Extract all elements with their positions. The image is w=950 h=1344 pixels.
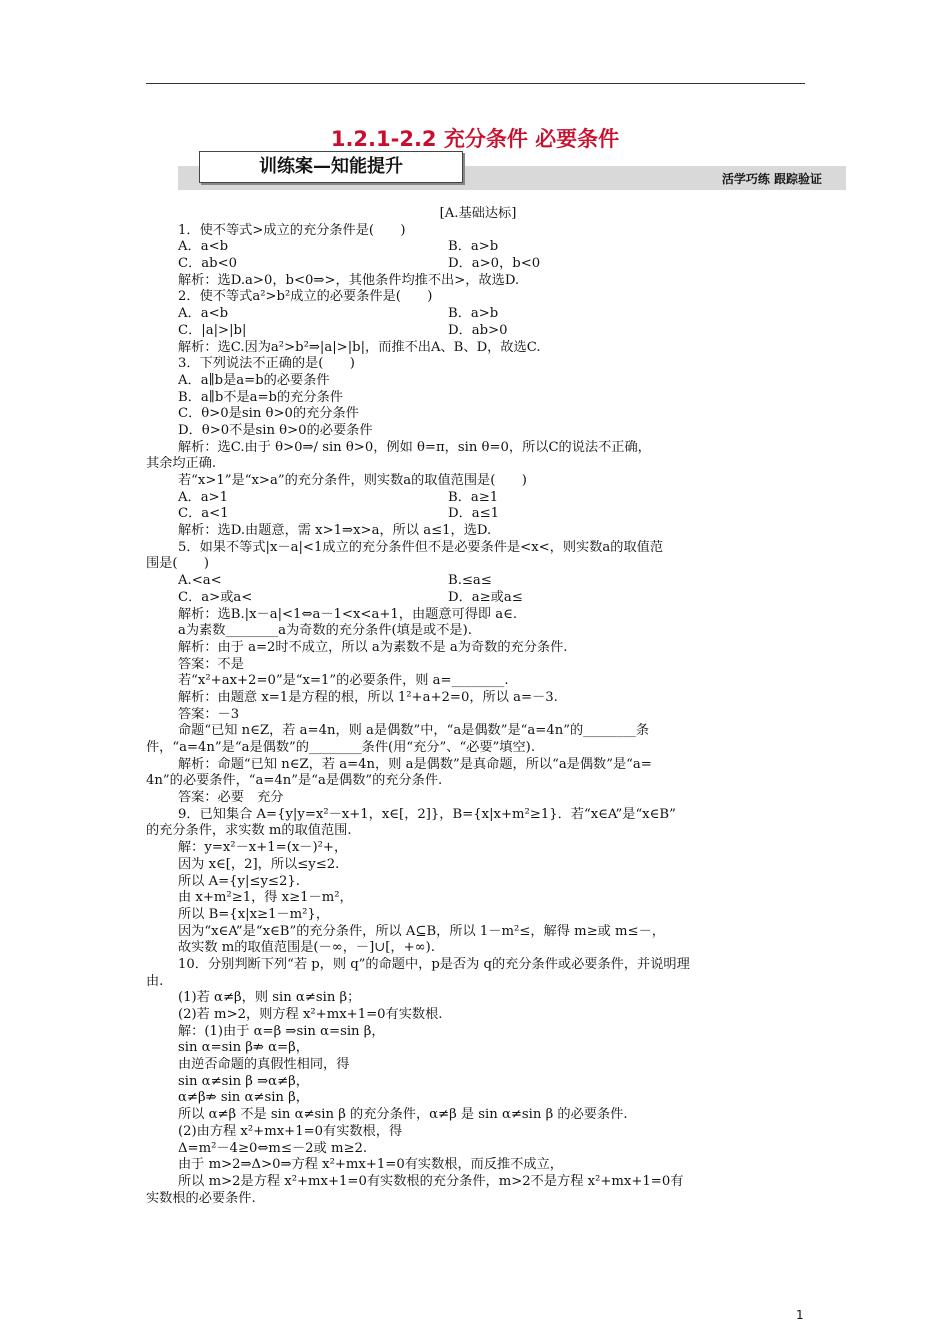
text-line (146, 223, 810, 240)
text-line (146, 256, 810, 273)
text-line (146, 440, 810, 457)
text-line (146, 974, 810, 991)
line-text: 若“x²+ax+2=0”是“x=1”的必要条件，则 a=________. (178, 673, 509, 689)
text-line (146, 773, 810, 790)
text-line (146, 807, 810, 824)
text-line (146, 790, 810, 807)
text-line (146, 723, 810, 740)
header-rule (146, 83, 805, 84)
text-line (146, 673, 810, 690)
line-text: 所以 α≠β 不是 sin α≠sin β 的充分条件，α≠β 是 sin α≠sin β 的必要条件. (178, 1107, 628, 1123)
line-text: B．a∥b不是a=b的充分条件 (178, 389, 343, 405)
line-text: A．a∥b是a=b的必要条件 (178, 372, 330, 388)
line-text: 解析：选D.由题意，需 x>1⇒x>a，所以 a≤1，选D. (178, 523, 492, 539)
line-text: D．θ>0不是sin θ>0的必要条件 (178, 422, 373, 438)
text-line (146, 540, 810, 557)
line-text: 因为“x∈A”是“x∈B”的充分条件，所以 A⊆B，所以 1－m²≤，解得 m≥或 m≤－， (178, 923, 665, 939)
text-line (146, 640, 810, 657)
line-text: 4n”的必要条件，“a=4n”是“a是偶数”的充分条件. (146, 773, 443, 789)
text-line (146, 239, 810, 256)
line-text: 所以 B={x|x≥1－m²}， (178, 906, 330, 922)
text-line (146, 707, 810, 724)
line-text: 所以 m>2是方程 x²+mx+1=0有实数根的充分条件，m>2不是方程 x²+mx+1=0有 (178, 1173, 684, 1189)
line-option-right: B．a≥1 (448, 489, 499, 505)
line-text: 由于 m>2⇒Δ>0⇒方程 x²+mx+1=0有实数根，而反推不成立， (178, 1157, 563, 1173)
text-line (146, 990, 810, 1007)
line-text: 件，“a=4n”是“a是偶数”的________条件(用“充分”、“必要”填空). (146, 740, 536, 755)
line-text: 解析：选C.由于 θ>0⇒/ sin θ>0，例如 θ=π，sin θ=0，所以C的说法不正确， (178, 439, 651, 455)
line-text: A.<a< (178, 573, 222, 589)
text-line (146, 740, 810, 757)
text-line (146, 373, 810, 390)
line-text: 其余均正确. (146, 456, 217, 472)
text-line (146, 657, 810, 674)
text-line (146, 940, 810, 957)
text-line (146, 289, 810, 306)
text-line (146, 607, 810, 624)
line-text: C．ab<0 (178, 256, 238, 272)
text-line (146, 556, 810, 573)
line-text: 答案：－3 (178, 706, 240, 722)
text-line (146, 340, 810, 357)
line-text: 实数根的必要条件. (146, 1190, 256, 1206)
line-text: 10．分别判断下列“若 p，则 q”的命题中，p是否为 q的充分条件或必要条件，并说明理 (178, 956, 690, 972)
text-line (146, 1074, 810, 1091)
line-text: C．θ>0是sin θ>0的充分条件 (178, 406, 359, 422)
line-option-right: D．a≤1 (448, 506, 500, 522)
text-line (146, 1157, 810, 1174)
text-line (146, 823, 810, 840)
line-option-right: B．a>b (448, 306, 499, 322)
line-text: 解析：由于 a=2时不成立，所以 a为素数不是 a为奇数的充分条件. (178, 639, 568, 655)
line-option-right: D．ab>0 (448, 322, 508, 338)
line-text: (2)若 m>2，则方程 x²+mx+1=0有实数根. (178, 1007, 443, 1022)
text-line (146, 1107, 810, 1124)
text-line (146, 1191, 810, 1208)
line-text: 故实数 m的取值范围是(－∞，－]∪[，+∞). (178, 940, 435, 956)
text-line (146, 1090, 810, 1107)
line-text: (1)若 α≠β，则 sin α≠sin β； (178, 990, 361, 1006)
line-option-right: B.≤a≤ (448, 573, 492, 589)
line-text: 由 x+m²≥1，得 x≥1－m²， (178, 890, 353, 906)
line-text: sin α≠sin β ⇒α≠β， (178, 1073, 309, 1089)
line-text: 所以 A={y|≤y≤2}. (178, 873, 300, 889)
line-text: A．a<b (178, 306, 229, 322)
line-text: A．a>1 (178, 489, 229, 505)
line-text: (2)由方程 x²+mx+1=0有实数根，得 (178, 1123, 403, 1139)
line-text: A．a<b (178, 239, 229, 255)
line-text: Δ=m²－4≥0⇔m≤－2或 m≥2. (178, 1140, 368, 1156)
text-line (146, 506, 810, 523)
text-line (146, 423, 810, 440)
line-text: 命题“已知 n∈Z，若 a=4n，则 a是偶数”中，“a是偶数”是“a=4n”的________条 (178, 723, 650, 739)
line-text: 因为 x∈[，2]，所以≤y≤2. (178, 856, 340, 872)
line-text: 解：y=x²－x+1=(x－)²+， (178, 840, 348, 856)
line-text: 由. (146, 973, 164, 989)
text-line (146, 306, 810, 323)
line-option-right: B．a>b (448, 239, 499, 255)
line-text: 解析：由题意 x=1是方程的根，所以 1²+a+2=0，所以 a=－3. (178, 689, 558, 705)
line-text: α≠β⇏ sin α≠sin β， (178, 1090, 309, 1106)
line-text: 答案：不是 (178, 656, 244, 672)
text-line (146, 623, 810, 640)
line-text: 解析：命题“已知 n∈Z，若 a=4n，则 a是偶数”是真命题，所以“a是偶数”是“a= (178, 756, 652, 772)
text-line (146, 406, 810, 423)
line-text: 若“x>1”是“x>a”的充分条件，则实数a的取值范围是( ) (178, 473, 527, 488)
line-text: 答案：必要 充分 (178, 790, 284, 806)
text-line (146, 490, 810, 507)
text-line (146, 473, 810, 490)
line-text: 的充分条件，求实数 m的取值范围. (146, 823, 352, 839)
line-text: C．a<1 (178, 506, 229, 522)
line-option-right: D．a>0，b<0 (448, 256, 541, 272)
text-line (146, 757, 810, 774)
text-line (146, 1124, 810, 1141)
text-line (146, 573, 810, 590)
line-text: sin α=sin β⇏ α=β， (178, 1040, 309, 1056)
page-number: 1 (796, 1308, 804, 1322)
text-line (146, 924, 810, 941)
banner-label: 训练案—知能提升 (199, 151, 463, 183)
text-line (146, 323, 810, 340)
text-line (146, 206, 810, 223)
text-line (146, 874, 810, 891)
text-line (146, 890, 810, 907)
text-line (146, 590, 810, 607)
line-text: a为素数________a为奇数的充分条件(填是或不是). (178, 623, 472, 639)
text-line (146, 390, 810, 407)
line-text: C．a>或a< (178, 589, 253, 605)
page-title: 1.2.1-2.2 充分条件 必要条件 (330, 127, 620, 151)
line-text: 5．如果不等式|x－a|<1成立的充分条件但不是必要条件是<x<，则实数a的取值范 (178, 539, 664, 555)
exercise-content (146, 206, 810, 1207)
text-line (146, 690, 810, 707)
line-text: 解析：选B.|x－a|<1⇔a－1<x<a+1，由题意可得即 a∈. (178, 606, 518, 622)
text-line (146, 907, 810, 924)
text-line (146, 523, 810, 540)
line-text: [A.基础达标] (439, 206, 517, 221)
text-line (146, 273, 810, 290)
text-line (146, 1040, 810, 1057)
line-text: 2．使不等式a²>b²成立的必要条件是( ) (178, 289, 433, 305)
text-line (146, 1174, 810, 1191)
line-text: 3．下列说法不正确的是( ) (178, 356, 355, 372)
line-text: 1．使不等式>成立的充分条件是( ) (178, 222, 406, 238)
text-line (146, 1141, 810, 1158)
text-line (146, 1024, 810, 1041)
line-text: 解析：选C.因为a²>b²⇒|a|>|b|，而推不出A、B、D，故选C. (178, 339, 541, 355)
text-line (146, 1007, 810, 1024)
text-line (146, 456, 810, 473)
text-line (146, 840, 810, 857)
text-line (146, 857, 810, 874)
text-line (146, 957, 810, 974)
line-option-right: D．a≥或a≤ (448, 589, 523, 605)
banner-slogan: 活学巧练 跟踪验证 (721, 172, 822, 186)
line-text: 解：(1)由于 α=β ⇒sin α=sin β， (178, 1023, 385, 1039)
line-text: 围是( ) (146, 556, 210, 572)
line-text: C．|a|>|b| (178, 322, 247, 338)
text-line (146, 1057, 810, 1074)
text-line (146, 356, 810, 373)
line-text: 由逆否命题的真假性相同，得 (178, 1057, 350, 1073)
line-text: 9．已知集合 A={y|y=x²－x+1，x∈[，2]}，B={x|x+m²≥1}．若“x∈A”是“x∈B” (178, 806, 676, 822)
line-text: 解析：选D.a>0，b<0⇒>，其他条件均推不出>，故选D. (178, 272, 520, 288)
